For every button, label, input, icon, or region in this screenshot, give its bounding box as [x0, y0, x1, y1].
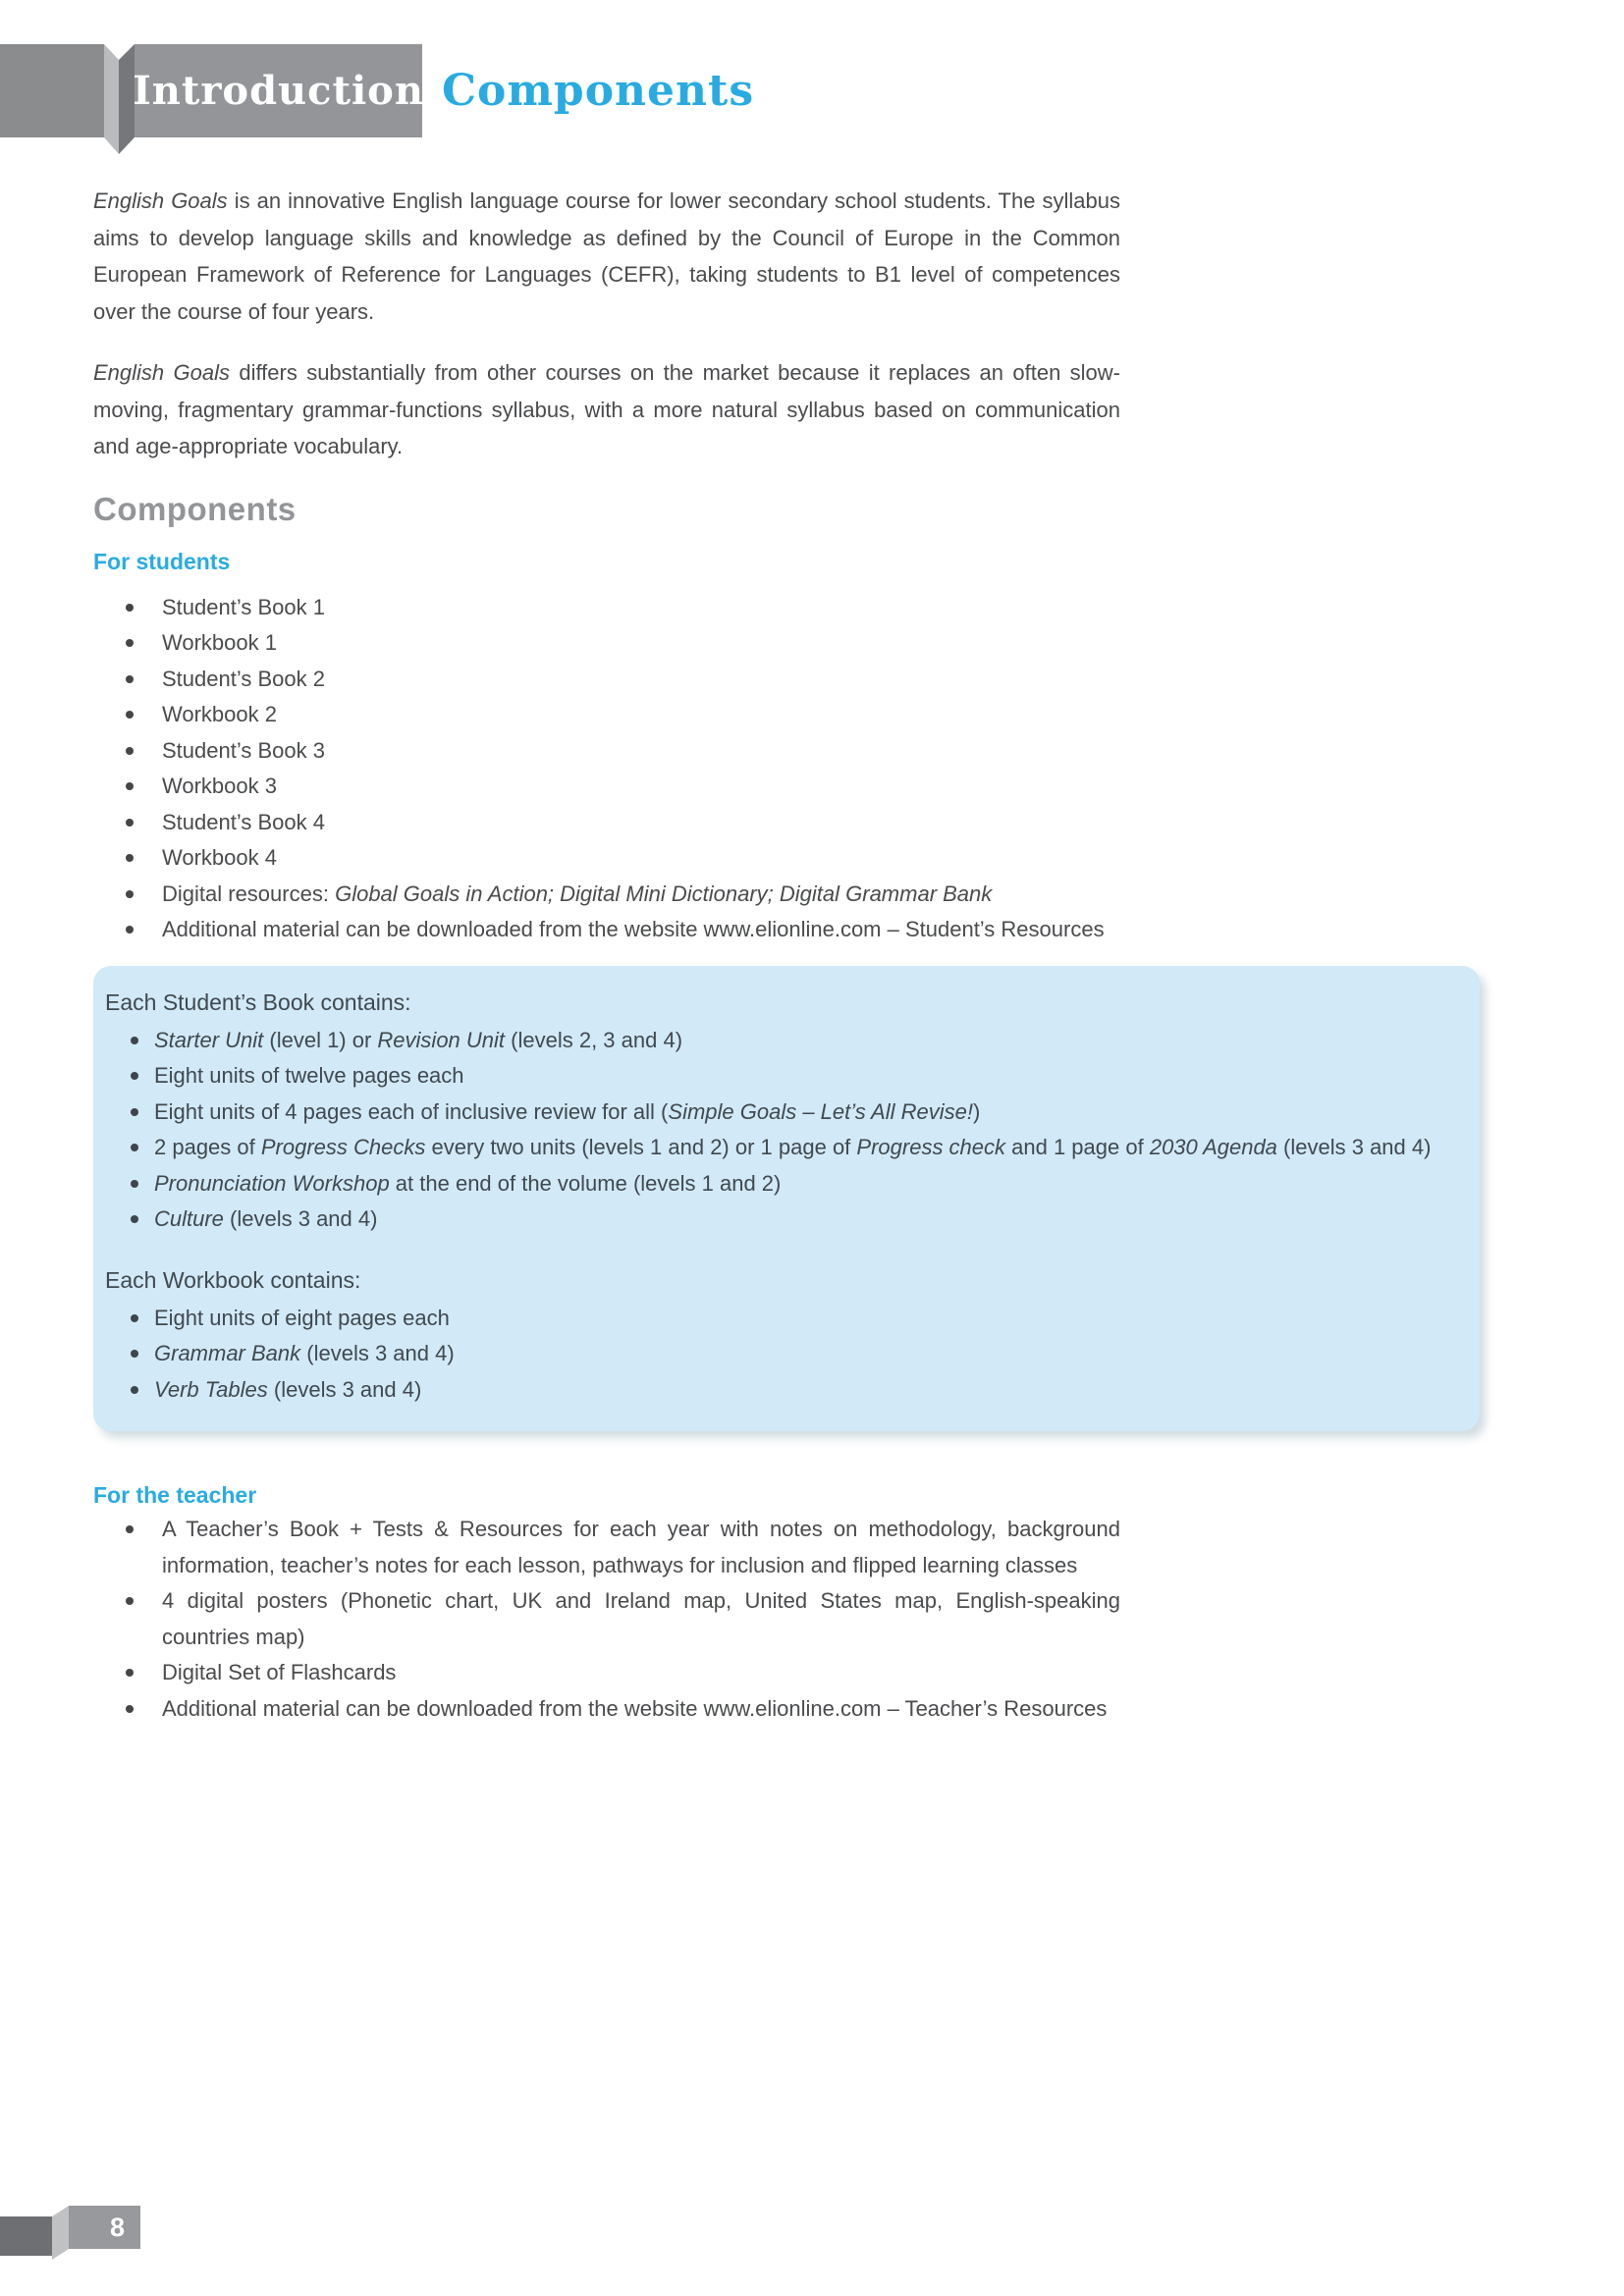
header-ribbon-fold-icon [104, 44, 135, 154]
list-item: Student’s Book 2 [93, 662, 1120, 698]
footer-ribbon-fold-icon [52, 2206, 69, 2268]
for-students-heading: For students [93, 548, 231, 574]
list-item: 2 pages of Progress Checks every two units (levels 1 and 2) or 1 page of Progress check and 1 page of 2030 Agenda (levels 3 and 4) [105, 1130, 1455, 1166]
list-item: Workbook 3 [93, 769, 1120, 805]
list-item: A Teacher’s Book + Tests & Resources for each year with notes on methodology, background information, teacher’s notes for each lesson, pathways for inclusion and flipped learning classes [93, 1512, 1120, 1583]
intro-paragraph-1: English Goals is an innovative English language course for lower secondary school students. The syllabus aims to develop language skills and knowledge as defined by the Council of Europe in the Common European Framework of Reference for Languages (CEFR), taking students to B1 level of competences over the course of four years. [93, 188, 1120, 324]
page-content [93, 183, 1480, 1727]
students-book-contents-list [105, 1023, 1455, 1238]
list-item: Eight units of eight pages each [105, 1301, 1455, 1337]
page-number-tab [69, 2206, 140, 2249]
list-item: Student’s Book 4 [93, 805, 1120, 841]
intro-paragraph-2: English Goals differs substantially from other courses on the market because it replaces an often slow-moving, fragmentary grammar-functions syllabus, with a more natural syllabus based on communication and age-appropriate vocabulary. [93, 360, 1120, 458]
list-item: Additional material can be downloaded from the website www.elionline.com – Teacher’s Resources [93, 1691, 1120, 1728]
list-item: Student’s Book 3 [93, 733, 1120, 770]
list-item: Workbook 1 [93, 625, 1120, 662]
for-teacher-heading: For the teacher [93, 1482, 257, 1508]
section-tab-label: Introduction [133, 68, 424, 114]
workbook-contents-list [105, 1301, 1455, 1409]
list-item: Digital Set of Flashcards [93, 1655, 1120, 1691]
list-item: Student’s Book 1 [93, 590, 1120, 626]
students-book-contains-heading: Each Student’s Book contains: [105, 988, 411, 1015]
students-components-list [93, 590, 1480, 948]
header-ribbon-bar [0, 44, 104, 137]
contents-info-box [93, 966, 1480, 1432]
footer-ribbon-bar [0, 2216, 52, 2256]
list-item: Verb Tables (levels 3 and 4) [105, 1372, 1455, 1409]
list-item: Workbook 4 [93, 840, 1120, 877]
section-tab [135, 44, 422, 137]
components-section-heading: Components [93, 490, 297, 527]
list-item: Eight units of 4 pages each of inclusive review for all (Simple Goals – Let’s All Revise!) [105, 1095, 1455, 1131]
list-item: Culture (levels 3 and 4) [105, 1201, 1455, 1238]
teacher-components-list [93, 1512, 1480, 1727]
page-title: Components [442, 66, 755, 116]
list-item: Grammar Bank (levels 3 and 4) [105, 1336, 1455, 1372]
list-item: Pronunciation Workshop at the end of the volume (levels 1 and 2) [105, 1166, 1455, 1202]
list-item: Starter Unit (level 1) or Revision Unit (levels 2, 3 and 4) [105, 1023, 1455, 1059]
list-item: Workbook 2 [93, 697, 1120, 733]
page-number: 8 [109, 2212, 125, 2242]
list-item: Digital resources: Global Goals in Action; Digital Mini Dictionary; Digital Grammar Bank [93, 877, 1120, 913]
workbook-contains-heading: Each Workbook contains: [105, 1266, 361, 1293]
list-item: Additional material can be downloaded from the website www.elionline.com – Student’s Resources [93, 912, 1120, 948]
list-item: Eight units of twelve pages each [105, 1058, 1455, 1095]
list-item: 4 digital posters (Phonetic chart, UK and Ireland map, United States map, English-speaking countries map) [93, 1583, 1120, 1655]
